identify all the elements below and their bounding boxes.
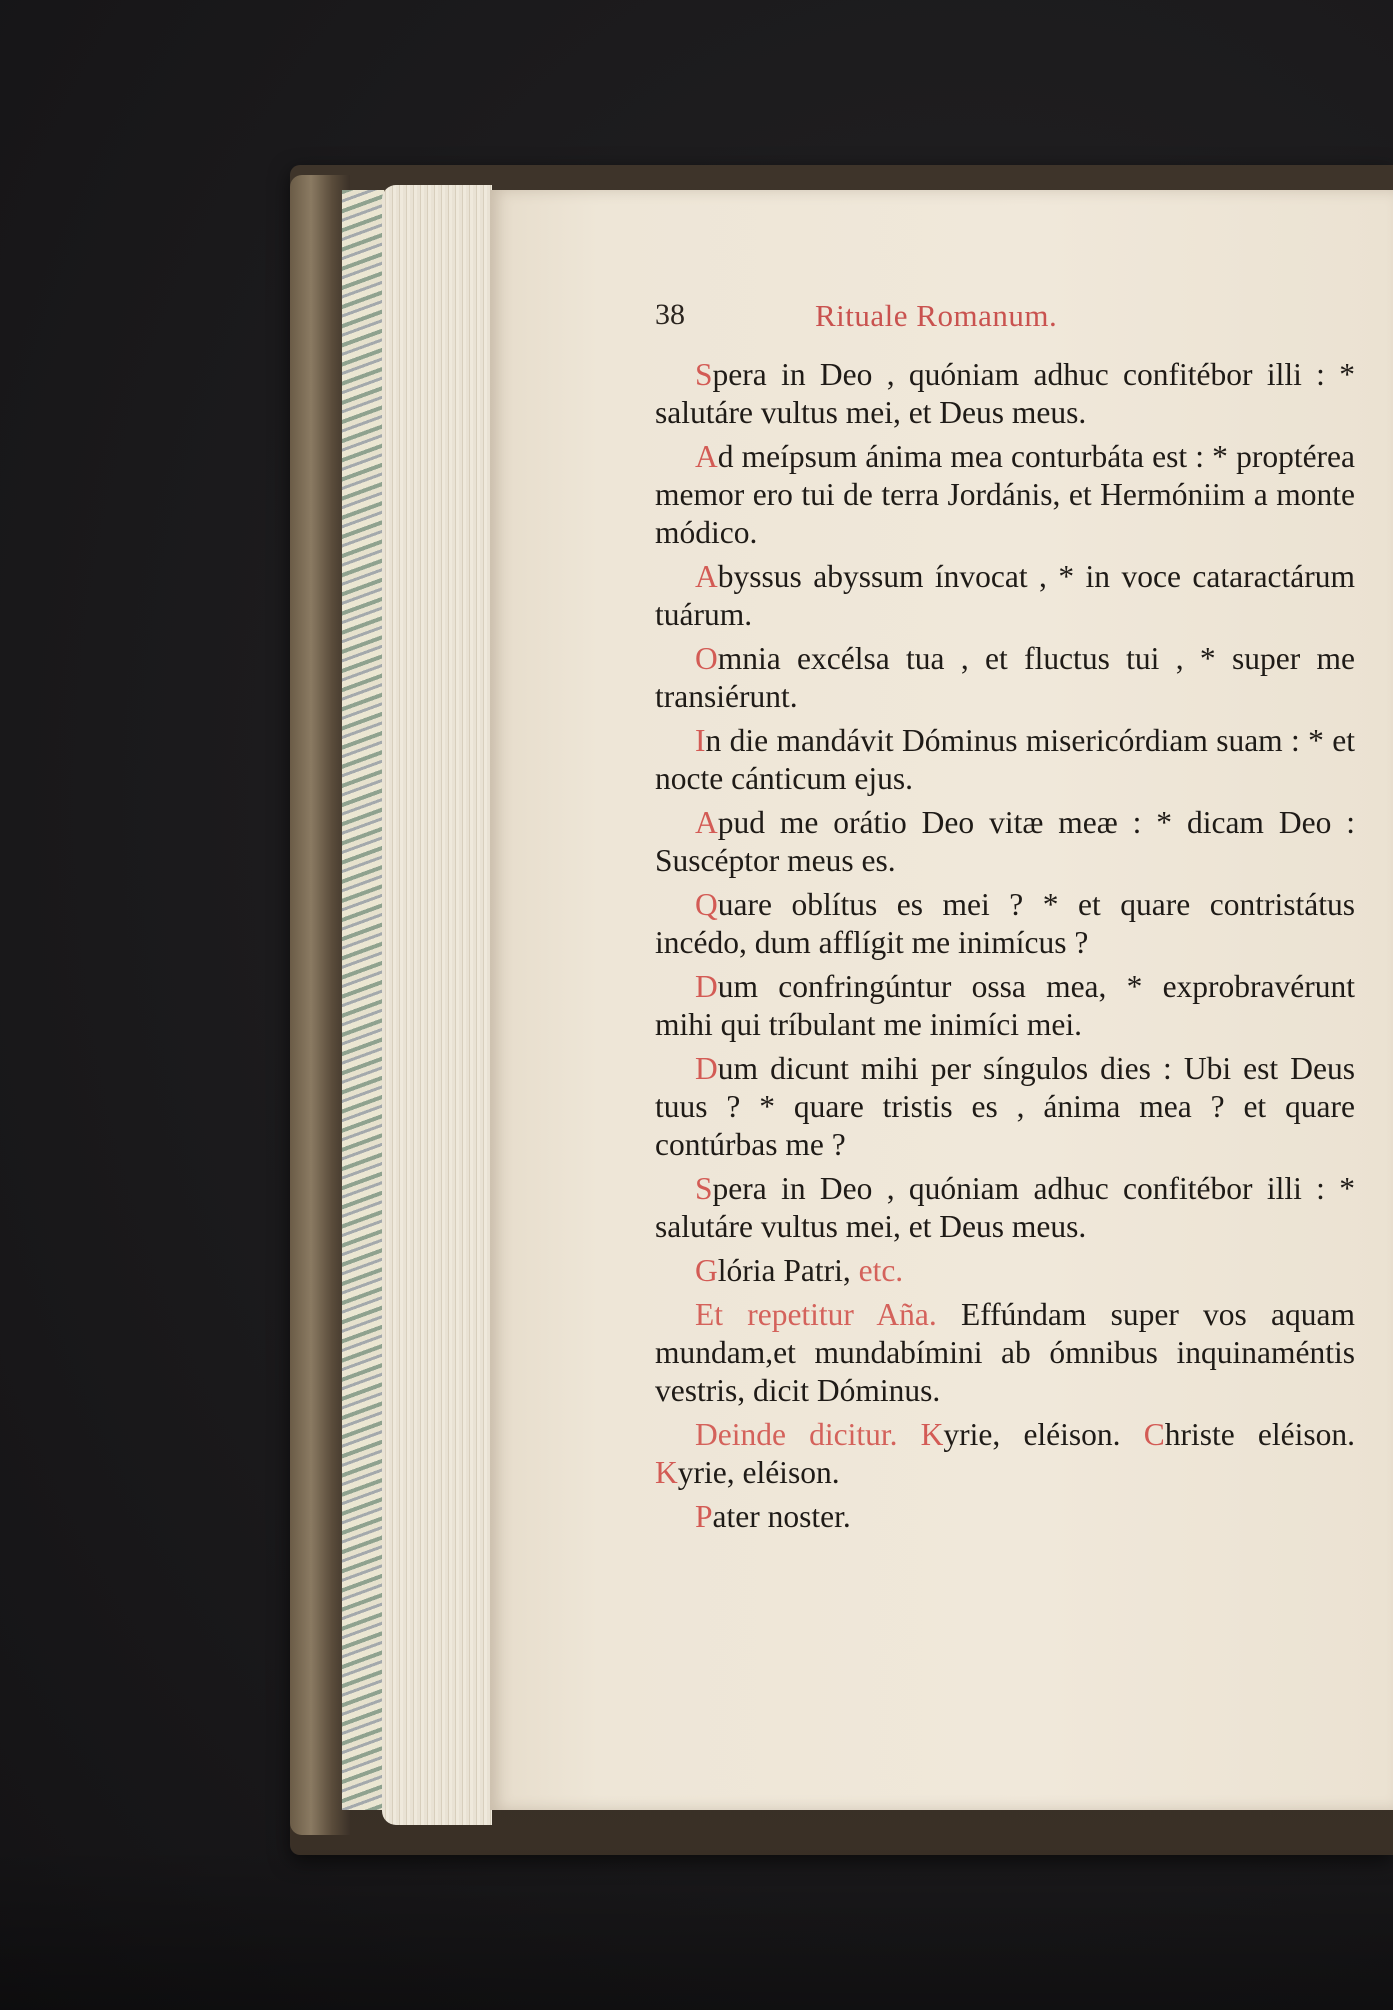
verse-initial: C	[1143, 1417, 1165, 1452]
verse	[655, 558, 1355, 634]
verse-text: pud me orátio Deo vitæ meæ : * dicam Deo : Suscéptor meus es.	[655, 805, 1355, 878]
verse-text: mnia excélsa tua , et fluctus tui , * super me transiérunt.	[655, 641, 1355, 714]
verse-text: pera in Deo , quóniam adhuc confitébor illi : * salutáre vultus mei, et Deus meus.	[655, 357, 1355, 430]
verse-initial: S	[695, 1171, 713, 1206]
verse-initial: S	[695, 357, 713, 392]
verse-initial: O	[695, 641, 718, 676]
page-text-block	[655, 298, 1355, 1542]
verse	[655, 722, 1355, 798]
verse-initial: A	[695, 439, 718, 474]
rubric-text: Deinde dicitur.	[695, 1417, 898, 1452]
verse-initial: D	[695, 1051, 718, 1086]
pater-verse	[655, 1498, 1355, 1536]
verse-initial: G	[695, 1253, 718, 1288]
marbled-page-edge	[340, 190, 386, 1810]
psalm-verses	[655, 356, 1355, 1536]
verse	[655, 804, 1355, 880]
kyrie-verse	[655, 1416, 1355, 1492]
gloria-verse	[655, 1252, 1355, 1290]
verse-initial: A	[695, 559, 718, 594]
verse-text: um dicunt mihi per síngulos dies : Ubi est Deus tuus ? * quare tristis es , ánima mea ? et quare contúrbas me ?	[655, 1051, 1355, 1162]
rubric-text: Et repetitur Aña.	[695, 1297, 937, 1332]
verse-initial: A	[695, 805, 718, 840]
verse	[655, 1170, 1355, 1246]
antiphon-text: Effúndam super vos aquam mundam,et mundabímini ab ómnibus inquinaméntis vestris, dicit Dóminus.	[655, 1297, 1355, 1408]
kyrie-text: yrie, eléison.	[943, 1417, 1144, 1452]
verse	[655, 356, 1355, 432]
kyrie-text: yrie, eléison.	[677, 1455, 840, 1490]
bottom-shadow	[0, 1845, 1393, 2010]
verse-initial: Q	[695, 887, 718, 922]
verse-text: uare oblítus es mei ? * et quare contristátus incédo, dum afflígit me inimícus ?	[655, 887, 1355, 960]
pater-text: ater noster.	[712, 1499, 851, 1534]
running-title: Rituale Romanum.	[815, 298, 1058, 333]
verse-text: pera in Deo , quóniam adhuc confitébor illi : * salutáre vultus mei, et Deus meus.	[655, 1171, 1355, 1244]
rubric-text: etc.	[858, 1253, 904, 1288]
verse-initial: K	[655, 1455, 678, 1490]
antiphon-verse	[655, 1296, 1355, 1410]
page-header	[655, 298, 1355, 344]
verse	[655, 886, 1355, 962]
verse-text: n die mandávit Dóminus misericórdiam suam : * et nocte cánticum ejus.	[655, 723, 1355, 796]
verse	[655, 640, 1355, 716]
page-stack-edge	[382, 185, 492, 1825]
verse-initial: I	[695, 723, 706, 758]
verse	[655, 1050, 1355, 1164]
verse	[655, 438, 1355, 552]
christe-text: hriste eléison.	[1164, 1417, 1355, 1452]
verse	[655, 968, 1355, 1044]
verse-text: byssus abyssum ínvocat , * in voce cataractárum tuárum.	[655, 559, 1355, 632]
verse-initial: P	[695, 1499, 713, 1534]
verse-initial: K	[920, 1417, 944, 1452]
verse-text: d meípsum ánima mea conturbáta est : * proptérea memor ero tui de terra Jordánis, et Hermóniim a monte módico.	[655, 439, 1355, 550]
page-number: 38	[655, 298, 685, 331]
verse-text: lória Patri,	[717, 1253, 859, 1288]
verse-initial: D	[695, 969, 718, 1004]
verse-text: um confringúntur ossa mea, * exprobravérunt mihi qui tríbulant me inimíci mei.	[655, 969, 1355, 1042]
